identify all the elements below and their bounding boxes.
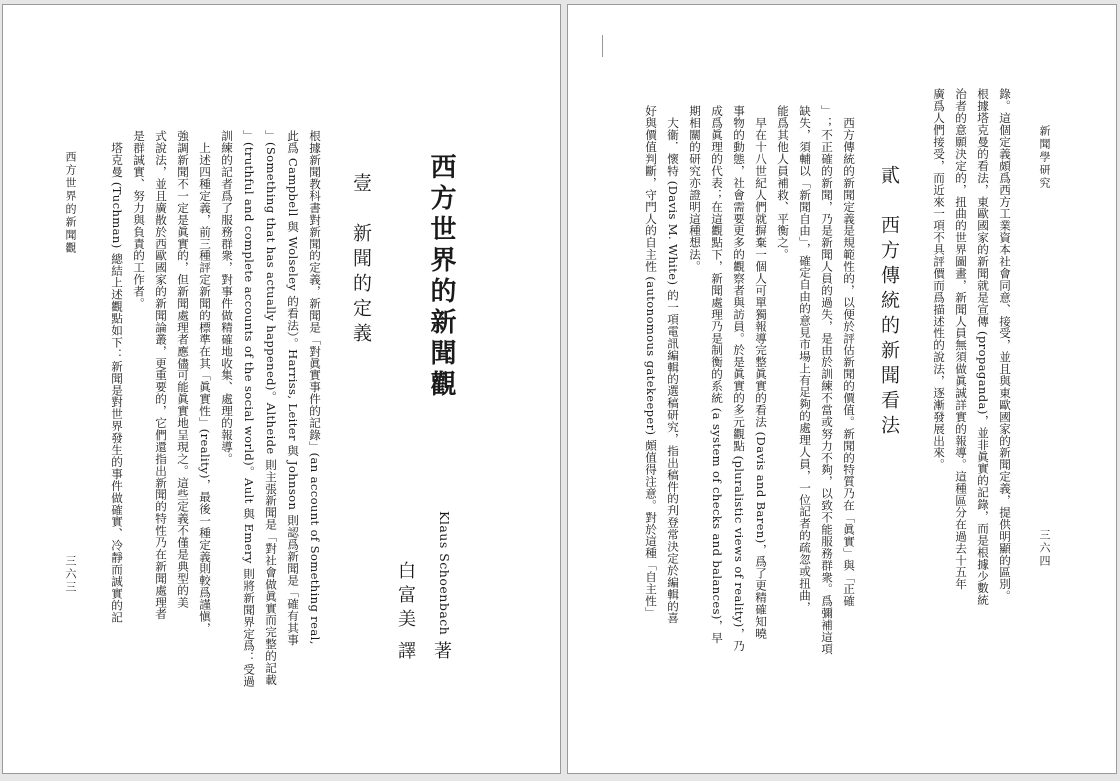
body-line: 式說法，並且廣散於西歐國家的新聞論叢，更重要的，它們還指出新聞的特性乃在新聞處理者	[154, 130, 168, 620]
body-line: 早在十八世紀人們就摒棄一個人可單獨報導完整眞實的看法 (Davis and Baren)，爲了更精確知曉	[754, 105, 768, 640]
section-heading: 貳 西方傳統的新聞看法	[878, 165, 900, 440]
running-head: 西方世界的新聞觀	[64, 151, 77, 255]
body-line: 是群誠實、努力與負責的工作者。	[132, 130, 146, 310]
page-number: 三六四	[1038, 529, 1051, 568]
body-line: 好與價值判斷，守門人的自主性 (autonomous gatekeeper) 頗值得注意。對於這種「自主性」	[644, 105, 658, 619]
body-line: 此爲 Campbell 與 Wolseley 的看法）。Harriss, Leiter 與 Johnson 則認爲新聞是「確有其事	[286, 130, 300, 646]
body-line: 塔克曼 (Tuchman) 總結上述觀點如下：新聞是對世界發生的事件做確實、冷靜而誠實的記	[110, 130, 124, 624]
left-page	[2, 4, 561, 774]
author-latin-name: Klaus Schoenbach	[437, 511, 452, 636]
body-line: 能爲其他人員補救、平衡之。	[776, 105, 790, 261]
section-heading: 壹 新聞的定義	[350, 173, 372, 348]
body-line: 錄。這個定義頗爲西方工業資本社會同意、接受，並且與東歐國家的新聞定義，提供明顯的區別。	[998, 88, 1012, 602]
author-suffix: 著	[431, 641, 452, 665]
body-line: 根據新聞教科書對新聞的定義，新聞是「對眞實事件的記錄」(an account of Something real,	[308, 130, 322, 645]
body-line: 」(Something that has actually happened)。Altheide 則主張新聞是「對社會做眞實而完整的記載	[264, 130, 278, 686]
body-line: 大衞．懷特 (Davis M. White) 的一項電訊編輯的選稿研究，指出稿件的刋登常決定於編輯的喜	[666, 105, 680, 624]
body-line: 治者的意願決定的，扭曲的世界圖畫，新聞人員無須做眞誠詳實的報導。這種區分在過去十五年	[954, 88, 968, 590]
page-number: 三六三	[64, 555, 77, 594]
translator-suffix: 譯	[395, 641, 416, 665]
right-page	[567, 4, 1117, 774]
translator-name: 白富美	[395, 561, 416, 633]
body-line: 」(truthful and complete accounts of the social world)。Ault 與 Emery 則將新聞界定爲：受過	[242, 130, 256, 688]
body-line: 上述四種定義，前三種評定新聞的標準在其「眞實性」(reality)，最後一種定義則較爲謹愼，	[198, 130, 212, 635]
running-head: 新聞學研究	[1038, 125, 1051, 190]
scan-mark	[602, 35, 603, 57]
body-line: 事物的動態，社會需要更多的觀察者與訪員。於是眞實的多元觀點 (pluralistic views of reality)，乃	[732, 105, 746, 652]
body-line: 強調新聞不一定是眞實的，但新聞處理者應儘可能眞實地呈現之。這些定義不僅是典型的美	[176, 130, 190, 608]
body-line: 」；不正確的新聞，乃是新聞人員的過失，是由於訓練不當或努力不夠，以致不能服務群衆。爲彌補這項	[820, 105, 834, 655]
body-line: 廣爲人們接受，而近來一項不具評價而爲描述性的說法，逐漸發展出來。	[932, 88, 946, 471]
body-line: 期相關的研究亦證明這種想法。	[688, 105, 702, 273]
body-line: 根據塔克曼的看法，東歐國家的新聞就是宣傳 (propaganda)，並非眞實的記錄，而是根據少數統	[976, 88, 990, 606]
body-line: 缺失，須輔以「新聞自由」，確定自由的意見市場上有足夠的處理人員，一位記者的疏忽或扭曲，	[798, 105, 812, 614]
body-line: 訓練的記者爲了服務群衆，對事件做精確地收集、處理的報導。	[220, 130, 234, 465]
article-title: 西方世界的新聞觀	[426, 153, 456, 401]
body-line: 西方傳統的新聞定義是規範性的，以便於評估新聞的價值。新聞的特質乃在「眞實」與「正確	[842, 105, 856, 607]
body-line: 成爲眞理的代表；在這觀點下，新聞處理乃是制衡的系統 (a system of checks and balances)，早	[710, 105, 724, 644]
